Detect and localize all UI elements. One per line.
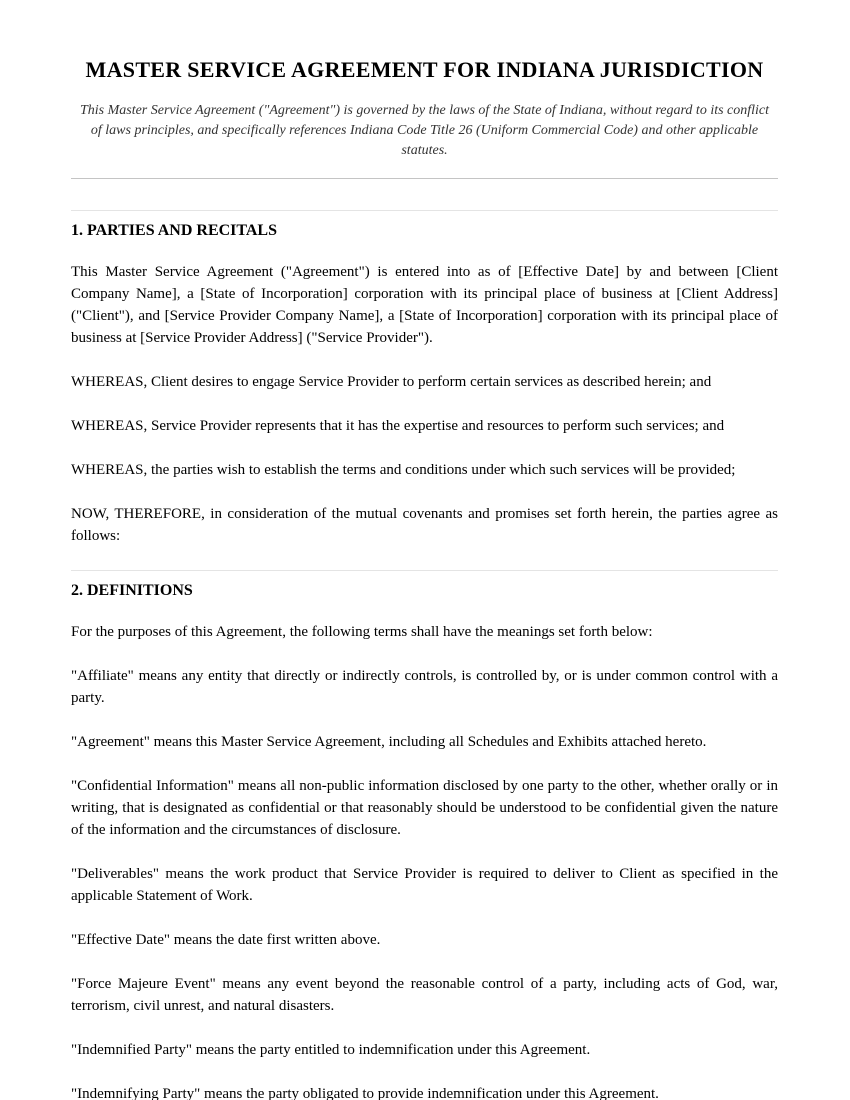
section-definitions (71, 570, 778, 1100)
document-title: MASTER SERVICE AGREEMENT FOR INDIANA JURISDICTION (85, 57, 764, 82)
paragraph-definition-indemnifying-party: "Indemnifying Party" means the party obligated to provide indemnification under this Agreement. (71, 1086, 659, 1100)
section-heading-definitions: 2. DEFINITIONS (71, 582, 193, 599)
paragraph-definitions-intro: For the purposes of this Agreement, the following terms shall have the meanings set forth below: (71, 624, 653, 640)
paragraph-parties-intro: This Master Service Agreement ("Agreement") is entered into as of [Effective Date] by and between [Client Company Name], a [State of Incorporation] corporation with its principal place of business at [Client Address] ("Client"), and [Service Provider Company Name], a [State of Incorporation] corporation with its principal place of business at [Service Provider Address] ("Service Provider"). (71, 264, 778, 346)
paragraph-definition-effective-date: "Effective Date" means the date first written above. (71, 932, 381, 948)
paragraph-definition-deliverables: "Deliverables" means the work product that Service Provider is required to deliver to Client as specified in the applicable Statement of Work. (71, 866, 778, 904)
paragraph-definition-agreement: "Agreement" means this Master Service Agreement, including all Schedules and Exhibits attached hereto. (71, 734, 707, 750)
paragraph-whereas-provider: WHEREAS, Service Provider represents that it has the expertise and resources to perform such services; and (71, 418, 725, 434)
paragraph-definition-indemnified-party: "Indemnified Party" means the party entitled to indemnification under this Agreement. (71, 1042, 591, 1058)
paragraph-definition-force-majeure: "Force Majeure Event" means any event beyond the reasonable control of a party, including acts of God, war, terrorism, civil unrest, and natural disasters. (71, 976, 778, 1014)
paragraph-whereas-parties: WHEREAS, the parties wish to establish the terms and conditions under which such services will be provided; (71, 462, 736, 478)
paragraph-definition-confidential-information: "Confidential Information" means all non-public information disclosed by one party to the other, whether orally or in writing, that is designated as confidential or that reasonably should be understood to be confidential given the nature of the information and the circumstances of disclosure. (71, 778, 778, 838)
section-heading-parties-and-recitals: 1. PARTIES AND RECITALS (71, 222, 277, 239)
paragraph-definition-affiliate: "Affiliate" means any entity that directly or indirectly controls, is controlled by, or is under common control with a party. (71, 668, 778, 706)
governing-law-note: This Master Service Agreement ("Agreement") is governed by the laws of the State of Indiana, without regard to its conflict of laws principles, and specifically references Indiana Code Title 26 (Uniform Commercial Code) and other applicable statutes. (79, 103, 770, 158)
paragraph-now-therefore: NOW, THEREFORE, in consideration of the mutual covenants and promises set forth herein, the parties agree as follows: (71, 506, 778, 544)
document-header (71, 57, 778, 179)
section-parties-and-recitals (71, 210, 778, 547)
paragraph-whereas-client: WHEREAS, Client desires to engage Service Provider to perform certain services as described herein; and (71, 374, 712, 390)
